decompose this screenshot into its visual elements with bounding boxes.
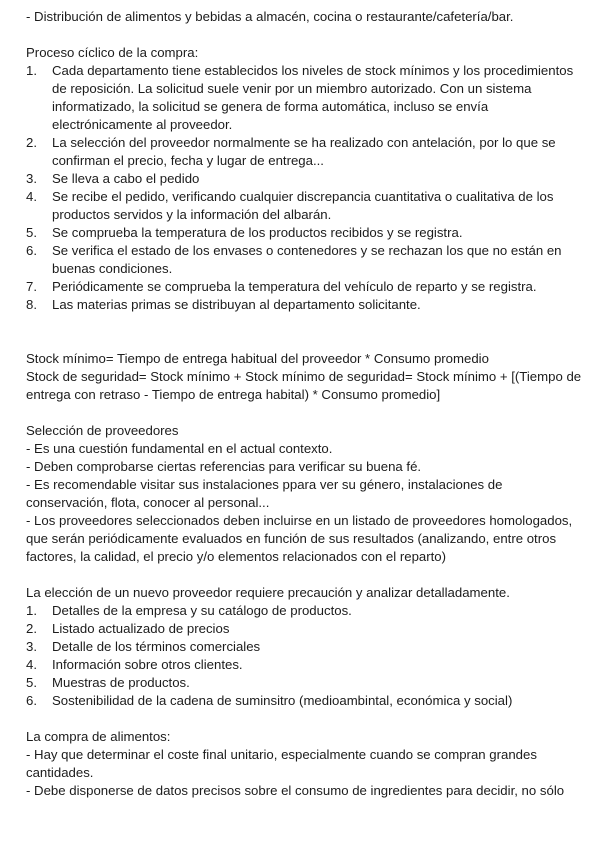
- stock-formulas-section: [26, 350, 582, 404]
- list-item: [26, 656, 582, 674]
- list-text: Cada departamento tiene establecidos los niveles de stock mínimos y los procedimientos de reposición. La solicitud suele venir por un miembro autorizado. Con un sistema informatizado, la solicitud se genera de forma automática, incluso se envía electrónicamente al proveedor.: [52, 63, 574, 132]
- list-number: 4.: [26, 657, 37, 672]
- intro-line: - Distribución de alimentos y bebidas a almacén, cocina o restaurante/cafetería/bar.: [26, 9, 514, 24]
- list-number: 1.: [26, 63, 37, 78]
- list-number: 1.: [26, 603, 37, 618]
- list-item: [26, 620, 582, 638]
- list-text: Las materias primas se distribuyan al departamento solicitante.: [52, 297, 421, 312]
- new-supplier-heading: La elección de un nuevo proveedor requiere precaución y analizar detalladamente.: [26, 585, 510, 600]
- list-item: [26, 296, 582, 314]
- list-item: [26, 224, 582, 242]
- list-text: Detalle de los términos comerciales: [52, 639, 261, 654]
- list-item: [26, 62, 582, 134]
- list-text: Se comprueba la temperatura de los productos recibidos y se registra.: [52, 225, 463, 240]
- list-text: Muestras de productos.: [52, 675, 190, 690]
- list-item: [26, 278, 582, 296]
- list-number: 2.: [26, 135, 37, 150]
- supplier-selection-heading: Selección de proveedores: [26, 423, 179, 438]
- list-text: Periódicamente se comprueba la temperatura del vehículo de reparto y se registra.: [52, 279, 537, 294]
- list-item: [26, 602, 582, 620]
- list-number: 8.: [26, 297, 37, 312]
- list-number: 5.: [26, 225, 37, 240]
- food-purchase-line: - Hay que determinar el coste final unitario, especialmente cuando se compran grandes cantidades.: [26, 747, 537, 780]
- list-number: 3.: [26, 639, 37, 654]
- document-page: [26, 8, 582, 800]
- supplier-selection-line: - Los proveedores seleccionados deben incluirse en un listado de proveedores homologados, que serán periódicamente evaluados en función de sus resultados (analizando, entre otros factores, la calidad, el precio y/o elementos relacionados con el reparto): [26, 513, 573, 564]
- list-text: Se recibe el pedido, verificando cualquier discrepancia cuantitativa o cualitativa de los productos servidos y la información del albarán.: [52, 189, 554, 222]
- list-item: [26, 188, 582, 224]
- supplier-selection-section: [26, 422, 582, 566]
- list-number: 4.: [26, 189, 37, 204]
- supplier-selection-line: - Deben comprobarse ciertas referencias para verificar su buena fé.: [26, 459, 422, 474]
- supplier-selection-line: - Es una cuestión fundamental en el actual contexto.: [26, 441, 333, 456]
- food-purchase-heading: La compra de alimentos:: [26, 729, 171, 744]
- list-text: Información sobre otros clientes.: [52, 657, 243, 672]
- new-supplier-list: [26, 602, 582, 710]
- list-text: Se lleva a cabo el pedido: [52, 171, 200, 186]
- list-number: 6.: [26, 693, 37, 708]
- list-number: 7.: [26, 279, 37, 294]
- list-text: Detalles de la empresa y su catálogo de productos.: [52, 603, 352, 618]
- list-item: [26, 134, 582, 170]
- stock-minimo-formula: Stock mínimo= Tiempo de entrega habitual del proveedor * Consumo promedio: [26, 351, 489, 366]
- list-item: [26, 170, 582, 188]
- list-text: Listado actualizado de precios: [52, 621, 230, 636]
- food-purchase-section: [26, 728, 582, 800]
- stock-seguridad-formula: Stock de seguridad= Stock mínimo + Stock mínimo de seguridad= Stock mínimo + [(Tiempo de entrega con retraso - Tiempo de entrega habital) * Consumo promedio]: [26, 369, 582, 402]
- list-item: [26, 242, 582, 278]
- list-text: La selección del proveedor normalmente se ha realizado con antelación, por lo que se confirman el precio, fecha y lugar de entrega...: [52, 135, 556, 168]
- new-supplier-section: [26, 584, 582, 710]
- list-item: [26, 638, 582, 656]
- list-item: [26, 692, 582, 710]
- list-number: 6.: [26, 243, 37, 258]
- list-text: Se verifica el estado de los envases o contenedores y se rechazan los que no están en buenas condiciones.: [52, 243, 562, 276]
- purchase-cycle-section: [26, 44, 582, 314]
- purchase-cycle-list: [26, 62, 582, 314]
- list-text: Sostenibilidad de la cadena de suminsitro (medioambintal, económica y social): [52, 693, 513, 708]
- list-number: 2.: [26, 621, 37, 636]
- supplier-selection-line: - Es recomendable visitar sus instalaciones ppara ver su género, instalaciones de conservación, flota, conocer al personal...: [26, 477, 503, 510]
- food-purchase-line: - Debe disponerse de datos precisos sobre el consumo de ingredientes para decidir, no sólo: [26, 783, 565, 798]
- purchase-cycle-heading: Proceso cíclico de la compra:: [26, 45, 199, 60]
- list-number: 3.: [26, 171, 37, 186]
- list-item: [26, 674, 582, 692]
- list-number: 5.: [26, 675, 37, 690]
